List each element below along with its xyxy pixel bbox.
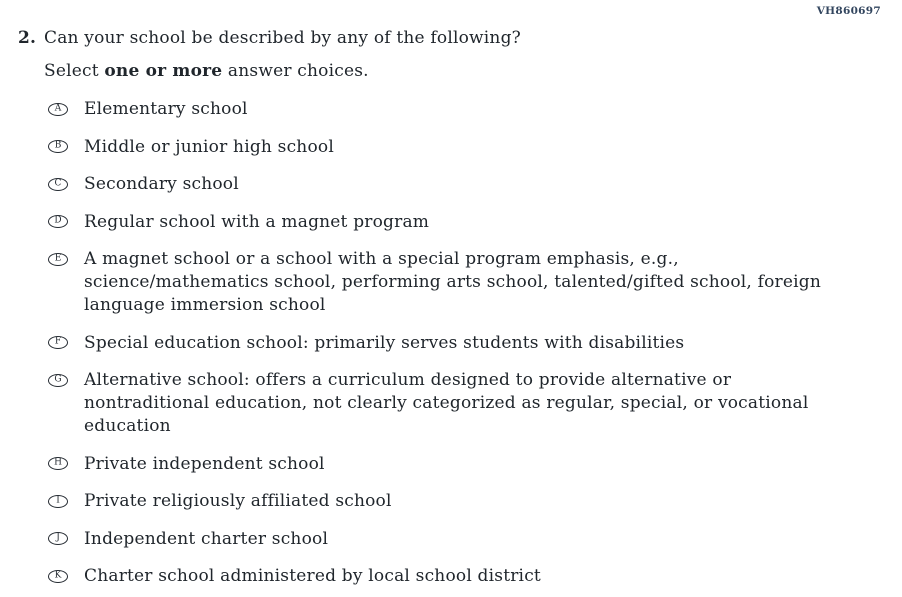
option-label: Independent charter school (84, 528, 329, 549)
instruction-suffix: answer choices. (222, 61, 369, 81)
option-label: Special education school: primarily serves students with disabilities (84, 332, 685, 353)
option-label: Charter school administered by local school district (84, 566, 541, 586)
option-label: A magnet school or a school with a special program emphasis, e.g., science/mathematics school, performing arts school, talented/gifted school, foreign language immersion school (84, 249, 822, 315)
answer-option[interactable] (48, 332, 902, 355)
option-letter: B (54, 140, 62, 151)
option-label: Regular school with a magnet program (84, 211, 430, 232)
option-bubble-icon[interactable] (48, 495, 68, 508)
question-number: 2. (18, 28, 37, 48)
option-letter: G (54, 374, 62, 384)
option-label: Elementary school (84, 99, 248, 119)
option-bubble-icon[interactable] (48, 103, 68, 116)
answer-option[interactable] (48, 136, 902, 159)
option-letter: I (56, 495, 60, 505)
option-label: Middle or junior high school (84, 136, 334, 157)
option-letter: D (54, 215, 62, 226)
answer-option[interactable] (48, 211, 902, 234)
answer-option[interactable] (48, 248, 902, 317)
answer-option[interactable] (48, 490, 902, 513)
option-bubble-icon[interactable] (48, 457, 68, 470)
answer-option[interactable] (48, 453, 902, 476)
option-label: Private religiously affiliated school (84, 491, 392, 511)
option-letter: F (54, 336, 62, 347)
option-bubble-icon[interactable] (48, 140, 68, 153)
question-instruction (44, 60, 902, 83)
option-bubble-icon[interactable] (48, 374, 68, 387)
answer-options-list (48, 98, 902, 588)
option-bubble-icon[interactable] (48, 215, 68, 228)
option-letter: A (54, 103, 62, 113)
option-letter: C (54, 178, 62, 188)
option-letter: K (54, 570, 62, 580)
option-bubble-icon[interactable] (48, 336, 68, 349)
instruction-prefix: Select (44, 61, 105, 81)
option-label: Alternative school: offers a curriculum designed to provide alternative or nontraditional education, not clearly categorized as regular, special, or vocational education (84, 370, 809, 436)
option-bubble-icon[interactable] (48, 532, 68, 545)
option-label: Private independent school (84, 453, 325, 474)
option-bubble-icon[interactable] (48, 178, 68, 191)
option-bubble-icon[interactable] (48, 253, 68, 266)
option-letter: J (56, 532, 60, 543)
answer-option[interactable] (48, 369, 902, 438)
question-text: Can your school be described by any of the following? (44, 28, 521, 48)
form-code: VH860697 (816, 5, 881, 17)
answer-option[interactable] (48, 528, 902, 551)
answer-option[interactable] (48, 173, 902, 196)
option-bubble-icon[interactable] (48, 570, 68, 583)
instruction-emphasis: one or more (104, 61, 223, 81)
answer-option[interactable] (48, 98, 902, 121)
option-letter: E (54, 253, 62, 263)
answer-option[interactable] (48, 565, 902, 588)
option-label: Secondary school (84, 174, 239, 194)
question-row (18, 27, 902, 50)
option-letter: H (54, 457, 62, 468)
